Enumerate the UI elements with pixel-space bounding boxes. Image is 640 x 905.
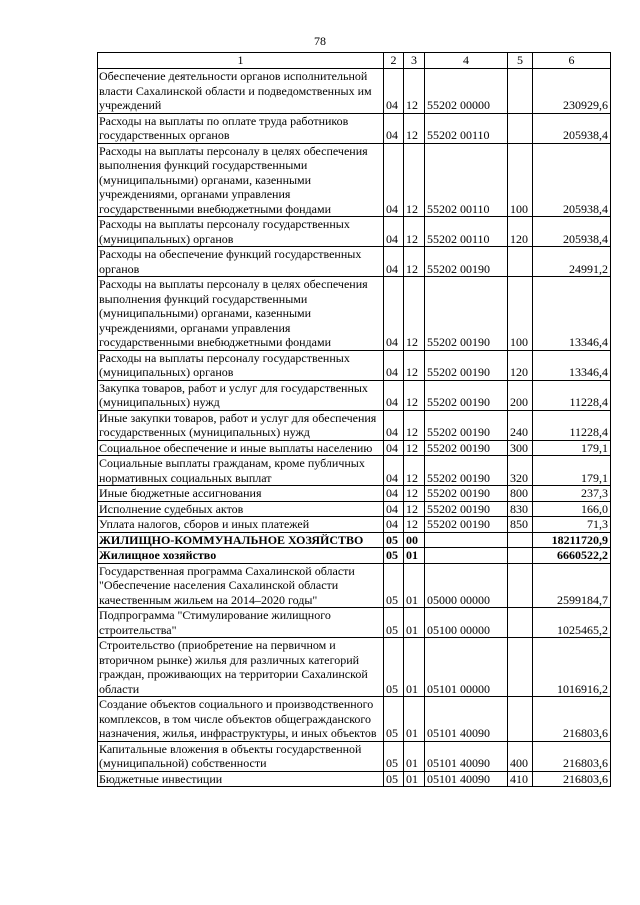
row-subsection: 12 [404, 486, 425, 502]
row-subsection: 12 [404, 456, 425, 486]
row-subsection: 12 [404, 217, 425, 247]
row-name: ЖИЛИЩНО-КОММУНАЛЬНОЕ ХОЗЯЙСТВО [98, 532, 384, 548]
row-name: Расходы на обеспечение функций государственных органов [98, 247, 384, 277]
row-subsection: 01 [404, 638, 425, 697]
row-section: 05 [384, 608, 404, 638]
row-subsection: 12 [404, 350, 425, 380]
row-target-article: 55202 00190 [425, 486, 508, 502]
row-expense-type [508, 548, 533, 564]
row-section: 05 [384, 741, 404, 771]
header-row [98, 53, 611, 69]
row-expense-type: 410 [508, 771, 533, 787]
row-expense-type: 800 [508, 486, 533, 502]
row-amount: 216803,6 [533, 741, 611, 771]
row-name: Расходы на выплаты персоналу в целях обеспечения выполнения функций государственными (муниципальными) органами, казенными учреждениями, органами управления государственными внебюджетными фондами [98, 143, 384, 217]
row-name: Строительство (приобретение на первичном и вторичном рынке) жилья для различных категорий граждан, проживающих на территории Сахалинской области [98, 638, 384, 697]
row-expense-type [508, 113, 533, 143]
row-target-article: 55202 00190 [425, 380, 508, 410]
row-target-article: 55202 00190 [425, 456, 508, 486]
header-col-section: 2 [384, 53, 404, 69]
table-row [98, 217, 611, 247]
row-amount: 6660522,2 [533, 548, 611, 564]
row-expense-type: 100 [508, 277, 533, 351]
row-name: Расходы на выплаты персоналу государственных (муниципальных) органов [98, 217, 384, 247]
row-target-article: 55202 00110 [425, 217, 508, 247]
header-col-target-article: 4 [425, 53, 508, 69]
row-expense-type [508, 247, 533, 277]
row-target-article: 05101 40090 [425, 697, 508, 742]
row-expense-type: 200 [508, 380, 533, 410]
row-amount: 11228,4 [533, 410, 611, 440]
table-row [98, 548, 611, 564]
row-amount: 1016916,2 [533, 638, 611, 697]
row-subsection: 12 [404, 69, 425, 114]
table-row [98, 563, 611, 608]
table-row [98, 517, 611, 533]
row-section: 04 [384, 350, 404, 380]
table-row [98, 440, 611, 456]
row-subsection: 12 [404, 143, 425, 217]
table-row [98, 771, 611, 787]
row-expense-type [508, 69, 533, 114]
row-name: Исполнение судебных актов [98, 501, 384, 517]
table-row [98, 410, 611, 440]
row-amount: 2599184,7 [533, 563, 611, 608]
row-name: Расходы на выплаты персоналу в целях обеспечения выполнения функций государственными (муниципальными) органами, казенными учреждениями, органами управления государственными внебюджетными фондами [98, 277, 384, 351]
row-section: 05 [384, 532, 404, 548]
row-amount: 71,3 [533, 517, 611, 533]
row-subsection: 01 [404, 548, 425, 564]
row-amount: 205938,4 [533, 217, 611, 247]
row-subsection: 01 [404, 771, 425, 787]
row-target-article: 05000 00000 [425, 563, 508, 608]
row-subsection: 01 [404, 608, 425, 638]
row-section: 05 [384, 548, 404, 564]
budget-table [97, 52, 611, 787]
row-section: 04 [384, 410, 404, 440]
row-amount: 1025465,2 [533, 608, 611, 638]
table-row [98, 247, 611, 277]
row-expense-type [508, 697, 533, 742]
row-target-article: 55202 00190 [425, 350, 508, 380]
row-amount: 205938,4 [533, 113, 611, 143]
row-subsection: 12 [404, 517, 425, 533]
row-name: Социальные выплаты гражданам, кроме публичных нормативных социальных выплат [98, 456, 384, 486]
row-name: Подпрограмма "Стимулирование жилищного строительства" [98, 608, 384, 638]
row-expense-type: 850 [508, 517, 533, 533]
row-section: 04 [384, 217, 404, 247]
row-amount: 166,0 [533, 501, 611, 517]
row-section: 05 [384, 771, 404, 787]
row-section: 04 [384, 113, 404, 143]
row-expense-type: 100 [508, 143, 533, 217]
row-expense-type: 240 [508, 410, 533, 440]
row-subsection: 12 [404, 440, 425, 456]
row-amount: 13346,4 [533, 350, 611, 380]
row-section: 05 [384, 697, 404, 742]
row-target-article: 55202 00000 [425, 69, 508, 114]
table-row [98, 486, 611, 502]
budget-table-body [98, 53, 611, 787]
row-target-article: 55202 00190 [425, 517, 508, 533]
row-name: Социальное обеспечение и иные выплаты населению [98, 440, 384, 456]
table-row [98, 697, 611, 742]
table-row [98, 638, 611, 697]
row-subsection: 12 [404, 277, 425, 351]
row-subsection: 12 [404, 113, 425, 143]
row-amount: 205938,4 [533, 143, 611, 217]
row-section: 05 [384, 563, 404, 608]
row-subsection: 12 [404, 501, 425, 517]
table-row [98, 69, 611, 114]
row-section: 04 [384, 69, 404, 114]
row-amount: 18211720,9 [533, 532, 611, 548]
row-subsection: 12 [404, 380, 425, 410]
row-expense-type [508, 563, 533, 608]
row-amount: 13346,4 [533, 277, 611, 351]
table-row [98, 741, 611, 771]
row-amount: 24991,2 [533, 247, 611, 277]
row-target-article: 55202 00110 [425, 143, 508, 217]
row-target-article: 05100 00000 [425, 608, 508, 638]
row-name: Государственная программа Сахалинской области "Обеспечение населения Сахалинской области качественным жильем на 2014–2020 годы" [98, 563, 384, 608]
row-name: Расходы на выплаты персоналу государственных (муниципальных) органов [98, 350, 384, 380]
row-amount: 179,1 [533, 456, 611, 486]
row-section: 04 [384, 486, 404, 502]
row-subsection: 01 [404, 697, 425, 742]
row-name: Иные закупки товаров, работ и услуг для обеспечения государственных (муниципальных) нужд [98, 410, 384, 440]
row-amount: 230929,6 [533, 69, 611, 114]
row-target-article: 05101 00000 [425, 638, 508, 697]
row-section: 04 [384, 277, 404, 351]
row-amount: 216803,6 [533, 697, 611, 742]
row-section: 04 [384, 247, 404, 277]
table-row [98, 143, 611, 217]
row-expense-type: 400 [508, 741, 533, 771]
row-amount: 11228,4 [533, 380, 611, 410]
row-subsection: 12 [404, 410, 425, 440]
table-row [98, 350, 611, 380]
table-row [98, 532, 611, 548]
row-section: 04 [384, 456, 404, 486]
row-target-article: 05101 40090 [425, 741, 508, 771]
row-target-article: 05101 40090 [425, 771, 508, 787]
row-subsection: 00 [404, 532, 425, 548]
row-amount: 237,3 [533, 486, 611, 502]
row-expense-type [508, 608, 533, 638]
row-section: 04 [384, 517, 404, 533]
row-expense-type [508, 532, 533, 548]
row-name: Создание объектов социального и производственного комплексов, в том числе объектов общегражданского назначения, жилья, инфраструктуры, и иных объектов [98, 697, 384, 742]
table-row [98, 277, 611, 351]
row-name: Бюджетные инвестиции [98, 771, 384, 787]
row-target-article: 55202 00190 [425, 247, 508, 277]
row-name: Иные бюджетные ассигнования [98, 486, 384, 502]
header-col-amount: 6 [533, 53, 611, 69]
table-row [98, 608, 611, 638]
row-name: Расходы на выплаты по оплате труда работников государственных органов [98, 113, 384, 143]
row-expense-type: 830 [508, 501, 533, 517]
table-row [98, 380, 611, 410]
header-col-subsection: 3 [404, 53, 425, 69]
row-subsection: 01 [404, 741, 425, 771]
row-amount: 216803,6 [533, 771, 611, 787]
row-subsection: 12 [404, 247, 425, 277]
row-name: Закупка товаров, работ и услуг для государственных (муниципальных) нужд [98, 380, 384, 410]
table-row [98, 456, 611, 486]
row-amount: 179,1 [533, 440, 611, 456]
row-target-article [425, 548, 508, 564]
row-name: Обеспечение деятельности органов исполнительной власти Сахалинской области и подведомственных им учреждений [98, 69, 384, 114]
row-expense-type: 120 [508, 350, 533, 380]
row-target-article: 55202 00190 [425, 410, 508, 440]
row-section: 04 [384, 501, 404, 517]
row-subsection: 01 [404, 563, 425, 608]
row-section: 04 [384, 440, 404, 456]
header-col-name: 1 [98, 53, 384, 69]
row-target-article: 55202 00190 [425, 440, 508, 456]
row-target-article: 55202 00190 [425, 501, 508, 517]
row-expense-type [508, 638, 533, 697]
row-section: 04 [384, 143, 404, 217]
row-name: Уплата налогов, сборов и иных платежей [98, 517, 384, 533]
table-row [98, 501, 611, 517]
row-name: Капитальные вложения в объекты государственной (муниципальной) собственности [98, 741, 384, 771]
row-name: Жилищное хозяйство [98, 548, 384, 564]
row-target-article: 55202 00190 [425, 277, 508, 351]
header-col-expense-type: 5 [508, 53, 533, 69]
row-target-article [425, 532, 508, 548]
row-expense-type: 320 [508, 456, 533, 486]
table-row [98, 113, 611, 143]
row-section: 04 [384, 380, 404, 410]
row-expense-type: 300 [508, 440, 533, 456]
row-section: 05 [384, 638, 404, 697]
row-expense-type: 120 [508, 217, 533, 247]
row-target-article: 55202 00110 [425, 113, 508, 143]
page-number: 78 [314, 34, 326, 48]
